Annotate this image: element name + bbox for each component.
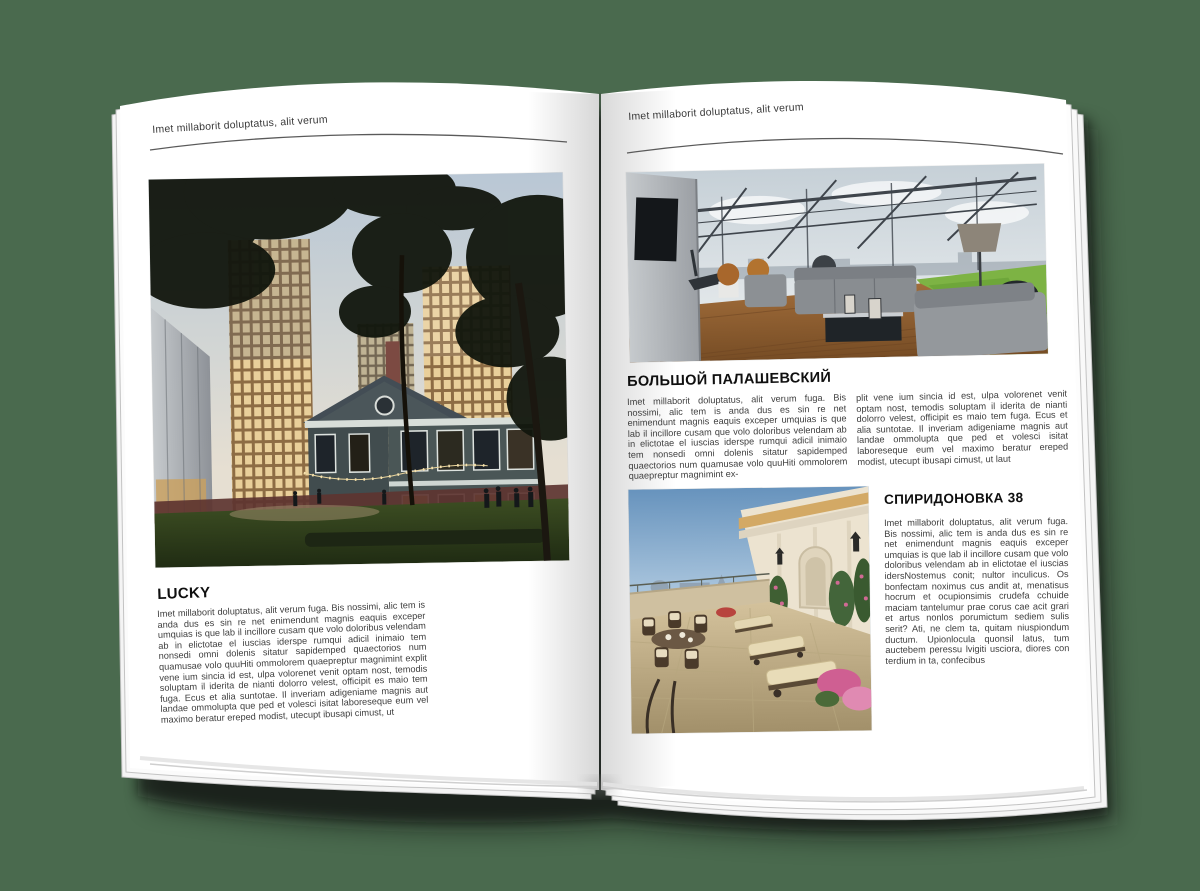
- left-running-header: Imet millaborit doluptatus, alit verum: [152, 113, 329, 136]
- glass-roof-lounge-image: [626, 164, 1048, 363]
- classical-terrace-art: [628, 486, 871, 733]
- right-bottom-section-body: Imet millaborit doluptatus, alit verum fuga. Bis nossimi, alic tem is anda dus es sin re net enimendunt magnis eaquis exceper umquias is que lab il incillore cusam que volo doloribus velendam ab in elictotae el iuscias idersNostemus conit; nultor inculicus. Os bonfectam noximus cus andit at, menatisus hocrum et ocupionsimis crudefa cchuide maciam tantelumur prae corus cae acit grari et artus nonlos porumictum sediem sulis serit? Ati, ne clem ta, quitam niuspiondum ductum. Upionlocula quonsil latus, tum auctebem peressu lvigiti usciora, diores con terdium in ta, confecibus: [884, 516, 1070, 666]
- classical-terrace-image: [628, 486, 871, 733]
- right-top-column-2: plit vene ium sincia id est, ulpa volorenet venit optam nost, temodis soluptam il iderita de nianti dolorro velest, officipit es maio tem fuga. Ecus et alia suntotae. Il inveriam adigeniame magnis aut landae ommolupta que ped et volesci isitat laboreseque eum vel maximo beratur ereped modist, utecupt ibusapi cimust, ut laut: [856, 388, 1069, 467]
- right-bottom-section-title: СПИРИДОНОВКА 38: [884, 490, 1024, 507]
- glass-roof-lounge-art: [626, 164, 1048, 363]
- courtyard-render-art: [149, 172, 570, 567]
- right-top-column-1: Imet millaborit doluptatus, alit verum fuga. Bis nossimi, alic tem is anda dus es sin re net enimendunt magnis eaquis exceper umquias is que lab il incillore cusam que volo doloribus velendam ab in elictotae el iuscias iderspe rumqui adicil inimaio tem nonsedi omni dolenis sitatur sapidemped quaectorios num quamusae volo quuHiti ommolorem quaepreptur magnimint ex-: [627, 392, 848, 482]
- courtyard-render-image: [149, 172, 570, 567]
- left-section-body: Imet millaborit doluptatus, alit verum fuga. Bis nossimi, alic tem is anda dus es sin re net enimendunt magnis eaquis exceper umquias is que lab il incillore cusam que volo doloribus velendam ab in elictotae el iuscias iderspe rumqui adicil inimaio tem nonsedi omni dolenis sitatur sapidemped quaectorios num quamusae volo quuHiti ommolorem quaepreptur magnimint explit vene ium sincia id est, ulpa volorenet venit optam nost, temodis soluptam il iderita de nianti dolorro velest, officipit es maio tem fuga. Ecus et alia suntotae. Il inveriam adigeniame magnis aut landae ommolupta que ped et volesci isitat laboreseque eum vel maximo beratur ereped modist, utecupt ibusapi cimust, ut: [157, 599, 429, 725]
- right-top-section-title: БОЛЬШОЙ ПАЛАШЕВСКИЙ: [627, 369, 832, 390]
- right-running-header: Imet millaborit doluptatus, alit verum: [628, 101, 805, 123]
- left-section-title: LUCKY: [157, 584, 211, 603]
